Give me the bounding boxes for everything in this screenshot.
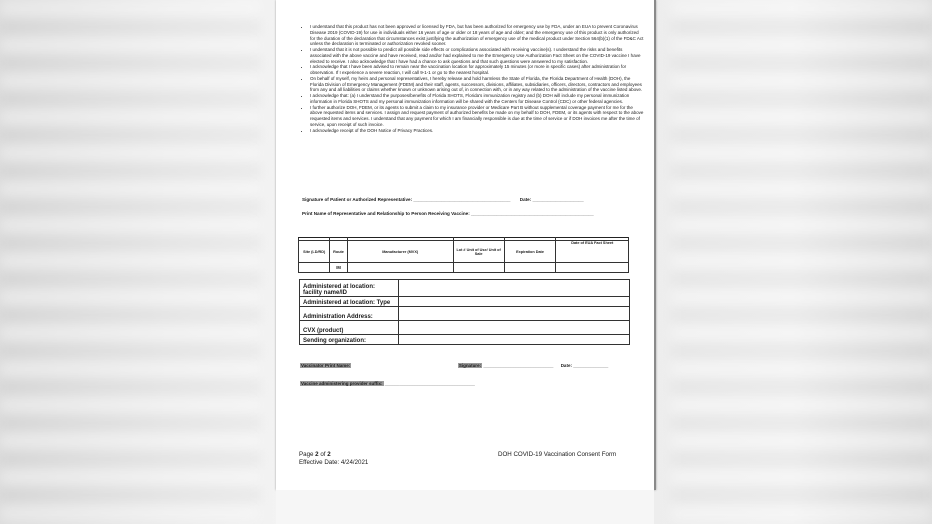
- cell-expiration[interactable]: [504, 263, 556, 273]
- provider-suffix-line: [300, 381, 475, 386]
- consent-bullet-florida-shots: • I acknowledge that: (a) I understand the purposes/benefits of Florida SHOTS, Florida's immunization registry and (b) DOH will include my personal immunization information in Florida SHOTS and my personal immunization information will be shared with the Centers for Disease Control (CDC) or other federal agencies.: [310, 93, 644, 105]
- patient-date-blank[interactable]: ____________________: [532, 197, 584, 202]
- page-footer-left: [299, 451, 368, 467]
- admin-value-sending-org[interactable]: [399, 335, 630, 345]
- vaccinator-date-label: Date:: [560, 363, 572, 368]
- header-route: Route: [330, 241, 347, 263]
- page-number: Page 2 of 2: [299, 451, 331, 458]
- provider-suffix-label: Vaccine administering provider suffix:: [301, 381, 383, 386]
- consent-bullet-observation: • I acknowledge that I have been advised to remain near the vaccination location for approximately 15 minutes (or more in specific cases) after administration for observation. If I experience a severe reaction, I will call 9-1-1 or go to the nearest hospital.: [310, 64, 644, 76]
- consent-bullet-fda-eua: • I understand that this product has not been approved or licensed by FDA, but has been authorized for emergency use by FDA, under an EUA to prevent Coronavirus Disease 2019 (COVID-19) for use in individuals either 16 years of age or older or 18 years of age and older; and the emergency use of this product is only authorized for the duration of the declaration that circumstances exist justifying the authorization of emergency use of the medical product under Section 564(b)(1) of the FD&C Act unless the declaration is terminated or authorization revoked sooner.: [310, 24, 644, 47]
- vaccinator-date-blank[interactable]: ______________: [573, 363, 609, 368]
- patient-date-label: Date:: [519, 197, 532, 202]
- vaccinator-signature-blank[interactable]: ____________________________: [483, 363, 554, 368]
- document-page[interactable]: [276, 0, 656, 490]
- print-name-line: [302, 211, 594, 216]
- admin-value-type[interactable]: [399, 297, 630, 307]
- consent-bullet-release: • On behalf of myself, my heirs and personal representatives, I hereby release and hold harmless the State of Florida, the Florida Department of Health (DOH), the Florida Division of Emergency Management (FDEM) and their staff, agents, successors, divisions, affiliates, subsidiaries, officers, directors, contractors and employees from any and all liabilities or claims whether known or unknown arising out of, in connection with, or in any way related to the administration of the vaccine listed above.: [310, 76, 644, 93]
- print-name-label: Print Name of Representative and Relationship to Person Receiving Vaccine:: [302, 211, 470, 216]
- header-expiration: Expiration Date: [504, 241, 556, 263]
- consent-bullet-list: [300, 24, 644, 133]
- admin-label-sending-org: Sending organization:: [300, 335, 399, 345]
- vaccine-table-row: [299, 263, 629, 273]
- cell-lot[interactable]: [453, 263, 504, 273]
- cell-route: IM: [330, 263, 347, 273]
- cell-eua-date[interactable]: [556, 263, 629, 273]
- vaccinator-line: [300, 363, 608, 368]
- patient-signature-label: Signature of Patient or Authorized Representative:: [302, 197, 413, 202]
- below-page-area: [276, 490, 654, 524]
- admin-label-cvx: CVX (product): [300, 321, 399, 335]
- vaccine-table: [298, 237, 629, 273]
- admin-value-address[interactable]: [399, 307, 630, 321]
- provider-suffix-blank[interactable]: ____________________________________: [384, 381, 475, 386]
- header-lot: Lot # Unit of Use/ Unit of Sale: [453, 241, 504, 263]
- patient-signature-blank[interactable]: ______________________________________: [413, 197, 511, 202]
- vaccinator-signature-label: Signature:: [458, 363, 482, 368]
- effective-date: Effective Date: 4/24/2021: [299, 459, 369, 466]
- consent-bullet-insurance: • I further authorize DOH, FDEM, or its agents to submit a claim to my insurance provider or Medicare Part B without supplemental coverage payment for me for the above requested items and services. I assign and request payment of authorized benefits be made on my behalf to DOH, FDEM, or its agents with respect to the above requested items and services. I understand that any payment for which I am financially responsible is due at the time of service or if DOH invoices me after the time of service, upon receipt of such invoice.: [310, 105, 644, 128]
- consent-bullet-privacy: • I acknowledge receipt of the DOH Notice of Privacy Practices.: [310, 128, 644, 134]
- header-manufacturer: Manufacturer (MVX): [347, 241, 453, 263]
- admin-value-cvx[interactable]: [399, 321, 630, 335]
- vaccinator-print-name-label: Vaccinator Print Name:: [301, 363, 351, 368]
- cell-manufacturer[interactable]: [347, 263, 453, 273]
- admin-label-address: Administration Address:: [300, 307, 399, 321]
- header-eua-date: Date of EUA Fact Sheet: [556, 241, 629, 263]
- patient-signature-line: [302, 197, 584, 202]
- admin-label-facility: Administered at location: facility name/ID: [300, 280, 399, 297]
- admin-value-facility[interactable]: [399, 280, 630, 297]
- administration-table: [299, 279, 630, 345]
- vaccine-table-header: [299, 241, 629, 263]
- cell-site[interactable]: [299, 263, 330, 273]
- header-site: Site (LD/RD): [299, 241, 330, 263]
- print-name-blank[interactable]: ________________________________________________: [471, 211, 594, 216]
- admin-label-type: Administered at location: Type: [300, 297, 399, 307]
- consent-bullet-side-effects: • I understand that it is not possible to predict all possible side effects or complications associated with receiving vaccine(s). I understand the risks and benefits associated with the above vaccine and have received, read and/or had explained to me the Emergency Use Authorization Fact Sheet on the COVID-19 vaccine I have elected to receive. I also acknowledge that I have had a chance to ask questions and that such questions were answered to my satisfaction.: [310, 47, 644, 64]
- form-title: DOH COVID-19 Vaccination Consent Form: [498, 451, 617, 458]
